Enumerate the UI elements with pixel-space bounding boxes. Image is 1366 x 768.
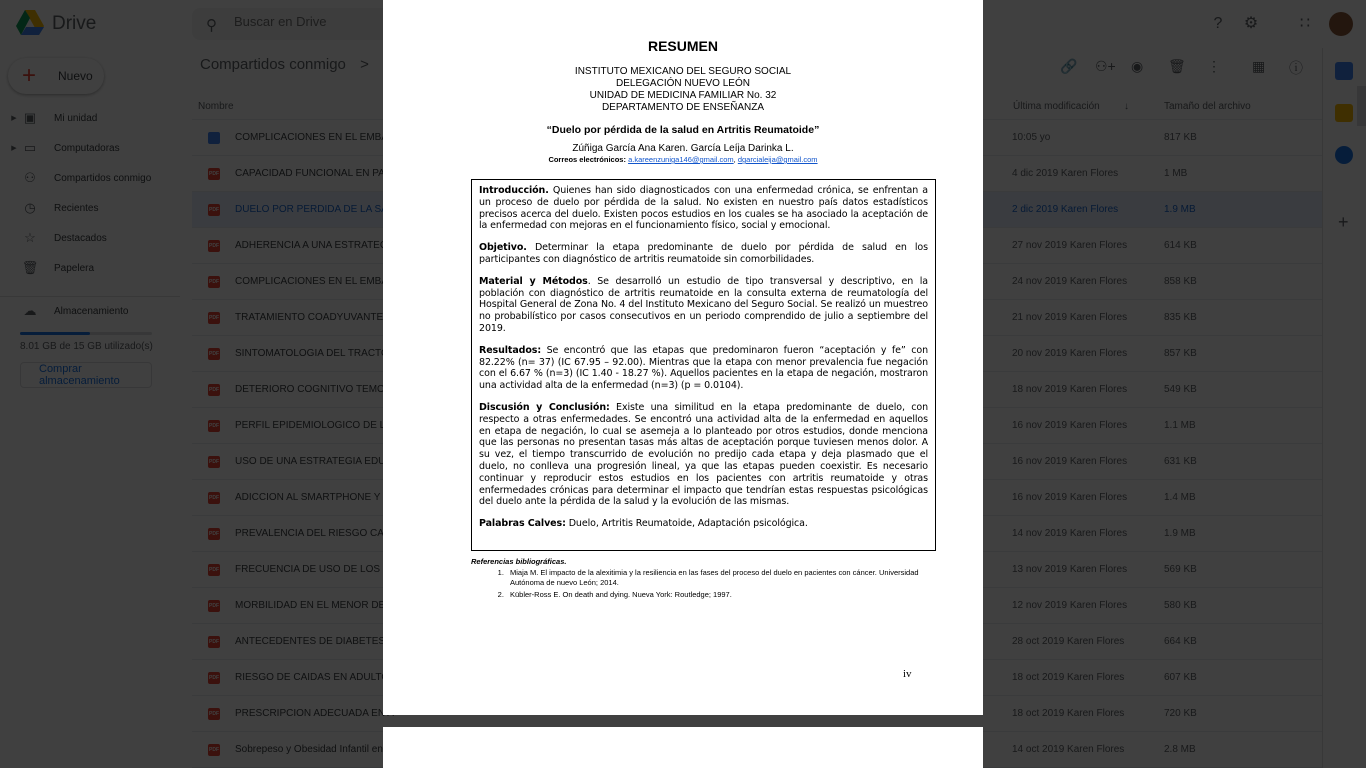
references <box>471 557 936 602</box>
section-heading: Material y Métodos <box>479 275 588 287</box>
section-text: Duelo, Artritis Reumatoide, Adaptación psicológica. <box>565 518 808 530</box>
document-authors: Zúñiga García Ana Karen. García Leíja Darinka L. <box>572 143 794 154</box>
abstract-objective <box>479 242 928 266</box>
section-heading: Objetivo. <box>479 242 527 254</box>
institution-line: UNIDAD DE MEDICINA FAMILIAR No. 32 <box>589 90 777 101</box>
section-text: Existe una similitud en la etapa predominante de duelo, con respecto a otras enfermedades. Se encontró una actividad alta de la enfermedad en aquellos en etapa de negación, lo cual se asemeja a lo planteado por otros estudios, donde menciona que las personas no presentan tasas más altas de aceptación porque tuviesen menos dolor. A su vez, el tiempo transcurrido de evolución no predijo cada etapa y deja plasmado que el duelo, no conlleva una progresión lineal, ya que las etapas pueden coexistir. Es necesario continuar y reproducir estos estudios en los pacientes con artritis reumatoide y otras enfermedades crónicas para determinar el impacto que tendrían estas respuestas psicológicas del duelo ante la pérdida de la salud y la evolución de las mismas. <box>479 401 929 508</box>
institution-line: DEPARTAMENTO DE ENSEÑANZA <box>601 102 765 113</box>
reference-item: 2. Kübler-Ross E. On death and dying. Nueva York: Routledge; 1997. <box>506 590 936 600</box>
email-link[interactable]: a.kareenzuniga146@gmail.com <box>628 155 734 164</box>
document-page <box>383 0 983 715</box>
institution-line: DELEGACIÓN NUEVO LEÓN <box>616 78 750 89</box>
document-subtitle: “Duelo por pérdida de la salud en Artritis Reumatoide” <box>546 124 820 136</box>
section-heading: Resultados: <box>479 344 542 356</box>
abstract-discussion <box>479 402 928 508</box>
email-link[interactable]: dgarcialeija@gmail.com <box>737 155 818 164</box>
section-heading: Palabras Calves: <box>479 518 566 530</box>
references-list <box>471 568 936 600</box>
emails-label: Correos electrónicos: <box>548 155 626 164</box>
section-text: Se encontró que las etapas que predominaron fueron “aceptación y fe” con 82.22% (n= 37) (IC 67.95 – 92.00). Mientras que la etapa con menor prevalencia fue negación con el 6.67 % (n=3) (IC 1.40 - 18.27 %). Aquellos pacientes en la etapa de negación, mostraron una actividad alta de la enfermedad (n=3) (p = 0.0104). <box>479 344 928 392</box>
page-number: iv <box>903 668 912 680</box>
section-heading: Introducción. <box>479 185 549 196</box>
document-title: RESUMEN <box>647 38 718 54</box>
references-title: Referencias bibliográficas. <box>471 557 567 566</box>
section-heading: Discusión y Conclusión: <box>479 401 610 413</box>
abstract-methods <box>479 276 928 335</box>
reference-item: 1. Miaja M. El impacto de la alexitimia y la resiliencia en las fases del proceso del duelo en pacientes con cáncer. Universidad Autónoma de nuevo León; 2014. <box>506 568 936 588</box>
abstract-box <box>471 179 936 551</box>
institution-line: INSTITUTO MEXICANO DEL SEGURO SOCIAL <box>574 66 792 77</box>
abstract-keywords <box>479 518 928 530</box>
section-text: Determinar la etapa predominante de duelo por pérdida de salud en los participantes con diagnóstico de artritis reumatoide sin comorbilidades. <box>479 242 928 265</box>
next-document-page <box>383 727 983 768</box>
section-text: Quienes han sido diagnosticados con una enfermedad crónica, se enfrentan a un proceso de duelo por pérdida de la salud. No existen en nuestro país datos estadísticos precisos acerca del duelo. Existen pocos estudios en los cuales se ha asociado la aceptación de la enfermedad con mejoras en el funcionamiento físico, social y emocional. <box>479 185 928 232</box>
abstract-introduction <box>479 185 928 232</box>
section-text: . Se desarrolló un estudio de tipo transversal y descriptivo, en la población con diagnóstico de artritis reumatoide en la consulta externa de reumatología del Hospital General de Zona No. 4 del Instituto Mexicano del Seguro Social. Se realizó un muestreo no probabilístico por casos consecutivos en un periodo comprendido de julio a septiembre del 2019. <box>479 275 928 334</box>
abstract-results <box>479 345 928 392</box>
email-separator: , <box>733 155 738 164</box>
document-emails <box>383 155 983 164</box>
